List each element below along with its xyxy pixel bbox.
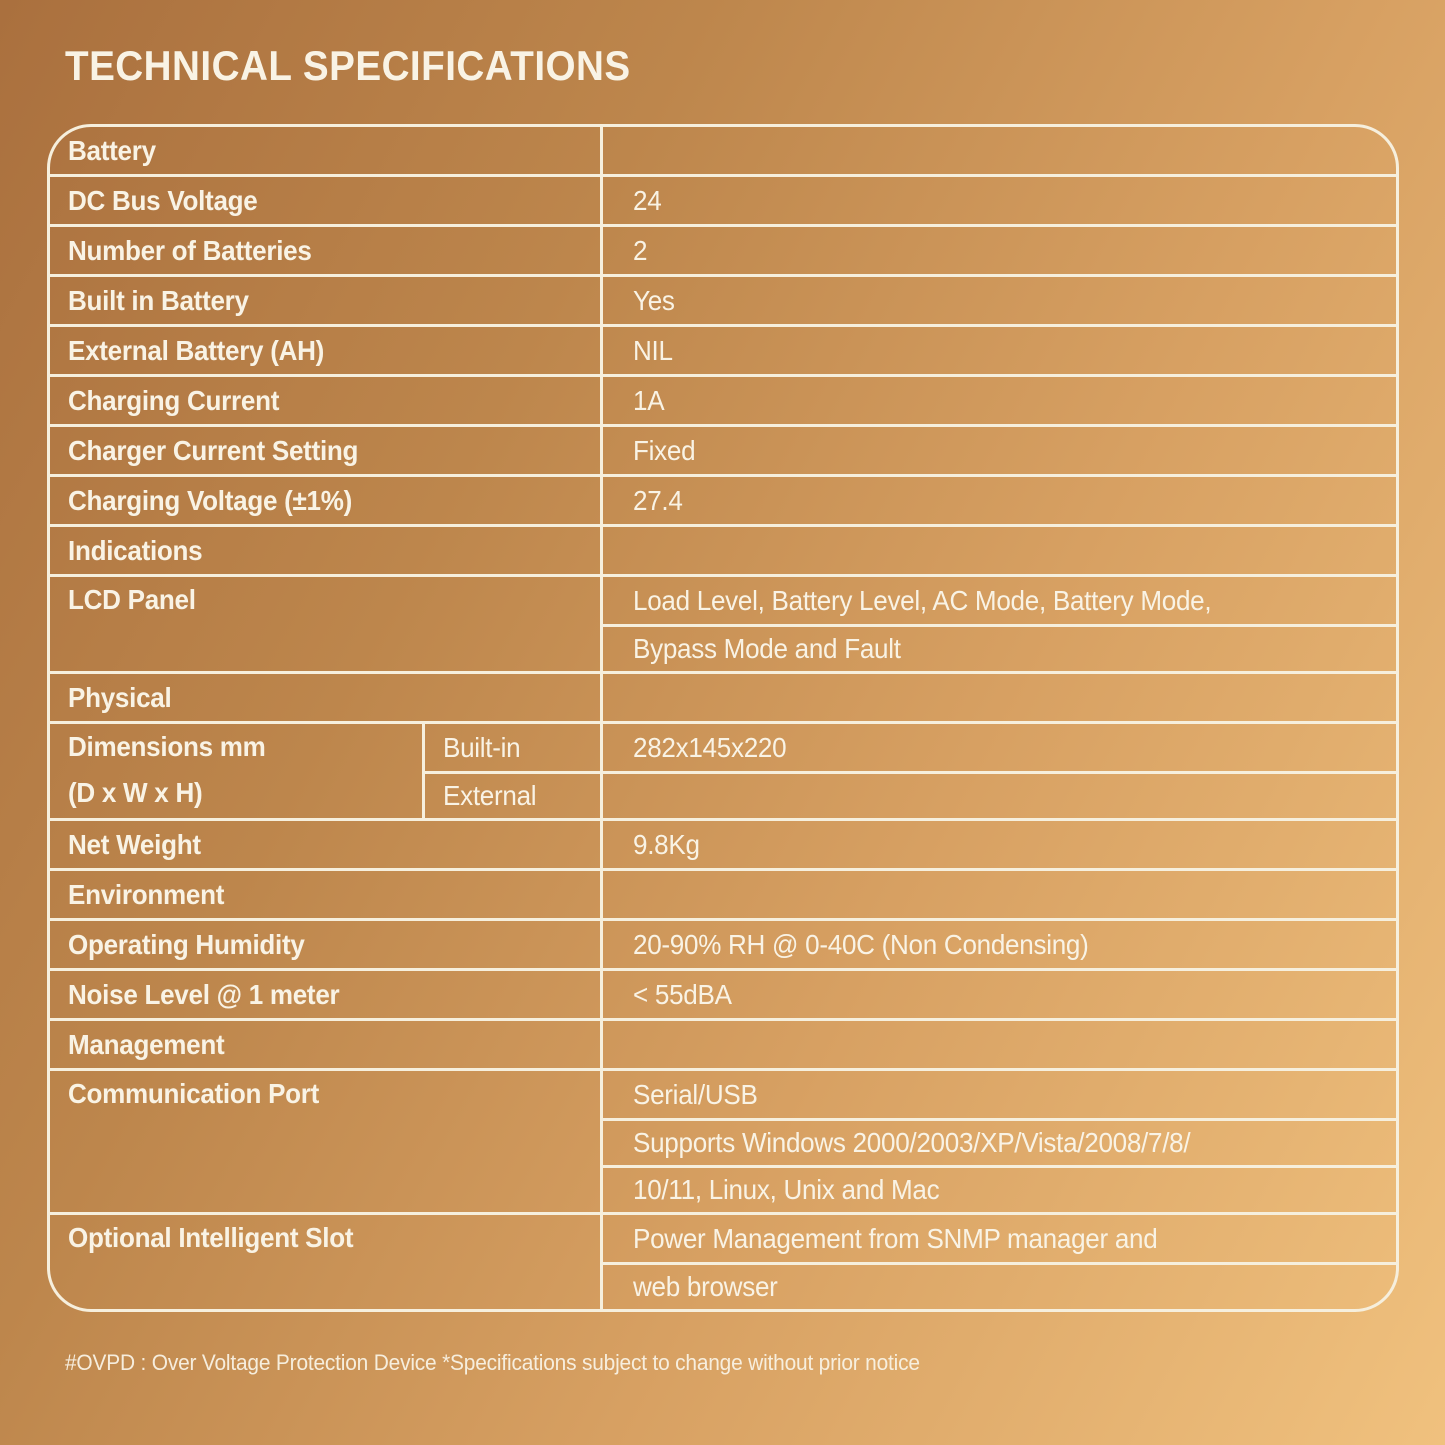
footnote: #OVPD : Over Voltage Protection Device *Specifications subject to change without prior notice (65, 1350, 920, 1375)
spec-value-line-text: Bypass Mode and Fault (633, 633, 901, 664)
dimension-variant-text: Built-in (443, 731, 521, 763)
spec-label-text: LCD Panel (68, 584, 196, 615)
section-row (50, 671, 1396, 721)
section-label-text: Management (68, 1028, 225, 1060)
spec-value-line-text: web browser (633, 1271, 778, 1302)
dimension-variant-text: External (443, 780, 537, 811)
spec-label (50, 477, 600, 524)
spec-value-text: 282x145x220 (633, 731, 787, 763)
spec-label-text: Optional Intelligent Slot (68, 1222, 354, 1253)
spec-label (50, 821, 600, 868)
section-label (50, 527, 600, 574)
spec-value-text: Yes (633, 284, 675, 316)
section-label-text: Physical (68, 681, 172, 713)
spec-value-text: Fixed (633, 434, 696, 466)
table-row (50, 918, 1396, 968)
spec-label (50, 577, 600, 671)
spec-value (600, 277, 1396, 324)
section-row (50, 524, 1396, 574)
spec-value-text: 9.8Kg (633, 828, 700, 860)
spec-value-line (600, 624, 1396, 671)
spec-label-line: (D x W x H) (68, 777, 203, 808)
table-row (50, 174, 1396, 224)
spec-table (47, 124, 1399, 1312)
spec-value-line (600, 1071, 1396, 1118)
spec-value-text: 27.4 (633, 484, 683, 516)
section-label (50, 1021, 600, 1068)
spec-value-line-text: Supports Windows 2000/2003/XP/Vista/2008/7/8/ (633, 1127, 1191, 1158)
spec-value (600, 971, 1396, 1018)
spec-label (50, 177, 600, 224)
spec-label-text: Operating Humidity (68, 928, 305, 960)
spec-label (50, 377, 600, 424)
section-label-text: Battery (68, 134, 156, 166)
spec-value-text: < 55dBA (633, 978, 732, 1010)
spec-value-line-text: 10/11, Linux, Unix and Mac (633, 1174, 940, 1205)
section-label-text: Environment (68, 878, 225, 910)
table-row (50, 424, 1396, 474)
spec-label-text: Number of Batteries (68, 234, 312, 266)
section-label (50, 871, 600, 918)
spec-value-line (600, 1262, 1396, 1309)
table-row (50, 374, 1396, 424)
spec-label-text: Charging Voltage (±1%) (68, 484, 353, 516)
spec-label-text: DC Bus Voltage (68, 184, 258, 216)
spec-value-text: NIL (633, 334, 673, 366)
spec-value (600, 427, 1396, 474)
spec-value (600, 227, 1396, 274)
spec-value-line-text: Serial/USB (633, 1078, 758, 1110)
spec-label (50, 724, 422, 818)
spec-value (600, 477, 1396, 524)
spec-label-text: Charger Current Setting (68, 434, 359, 466)
section-label (50, 674, 600, 721)
table-row (50, 1212, 1396, 1309)
table-row (50, 574, 1396, 671)
spec-label (50, 921, 600, 968)
spec-value (600, 821, 1396, 868)
section-label (50, 127, 600, 174)
section-value-empty (600, 1021, 1396, 1068)
spec-value-line (600, 1215, 1396, 1262)
spec-label-text: Communication Port (68, 1078, 320, 1109)
table-row (50, 474, 1396, 524)
section-row (50, 868, 1396, 918)
spec-label (50, 1215, 600, 1309)
table-row (50, 1068, 1396, 1212)
spec-label (50, 277, 600, 324)
page-title: TECHNICAL SPECIFICATIONS (65, 42, 631, 89)
table-row (50, 324, 1396, 374)
spec-value-text: 20-90% RH @ 0-40C (Non Condensing) (633, 928, 1089, 960)
spec-label (50, 971, 600, 1018)
spec-label (50, 327, 600, 374)
spec-value-text: 1A (633, 384, 665, 416)
spec-label-text: Net Weight (68, 828, 201, 860)
section-value-empty (600, 871, 1396, 918)
spec-value-line (600, 577, 1396, 624)
spec-value-line (600, 1165, 1396, 1212)
spec-label-text: Built in Battery (68, 284, 249, 316)
spec-label-text: Noise Level @ 1 meter (68, 978, 340, 1010)
spec-value (600, 771, 1396, 818)
table-row (50, 968, 1396, 1018)
table-row (50, 274, 1396, 324)
spec-label-line: Dimensions mm (68, 731, 266, 762)
spec-value-text: 24 (633, 184, 662, 216)
spec-value-text: 2 (633, 234, 648, 266)
spec-value (600, 327, 1396, 374)
section-value-empty (600, 674, 1396, 721)
table-row (50, 224, 1396, 274)
spec-value (600, 921, 1396, 968)
dimension-variant (422, 771, 600, 818)
spec-value-line-text: Power Management from SNMP manager and (633, 1222, 1158, 1254)
table-row (50, 721, 1396, 818)
section-value-empty (600, 127, 1396, 174)
spec-label-text: External Battery (AH) (68, 334, 325, 366)
spec-value (600, 177, 1396, 224)
section-row (50, 1018, 1396, 1068)
spec-value-line-text: Load Level, Battery Level, AC Mode, Battery Mode, (633, 584, 1212, 616)
section-row (50, 127, 1396, 174)
spec-value (600, 724, 1396, 771)
spec-value-line (600, 1118, 1396, 1165)
spec-label-text: Charging Current (68, 384, 280, 416)
section-label-text: Indications (68, 534, 203, 566)
spec-value (600, 377, 1396, 424)
table-row (50, 818, 1396, 868)
spec-label (50, 1071, 600, 1212)
spec-label (50, 427, 600, 474)
section-value-empty (600, 527, 1396, 574)
dimension-variant (422, 724, 600, 771)
spec-label (50, 227, 600, 274)
